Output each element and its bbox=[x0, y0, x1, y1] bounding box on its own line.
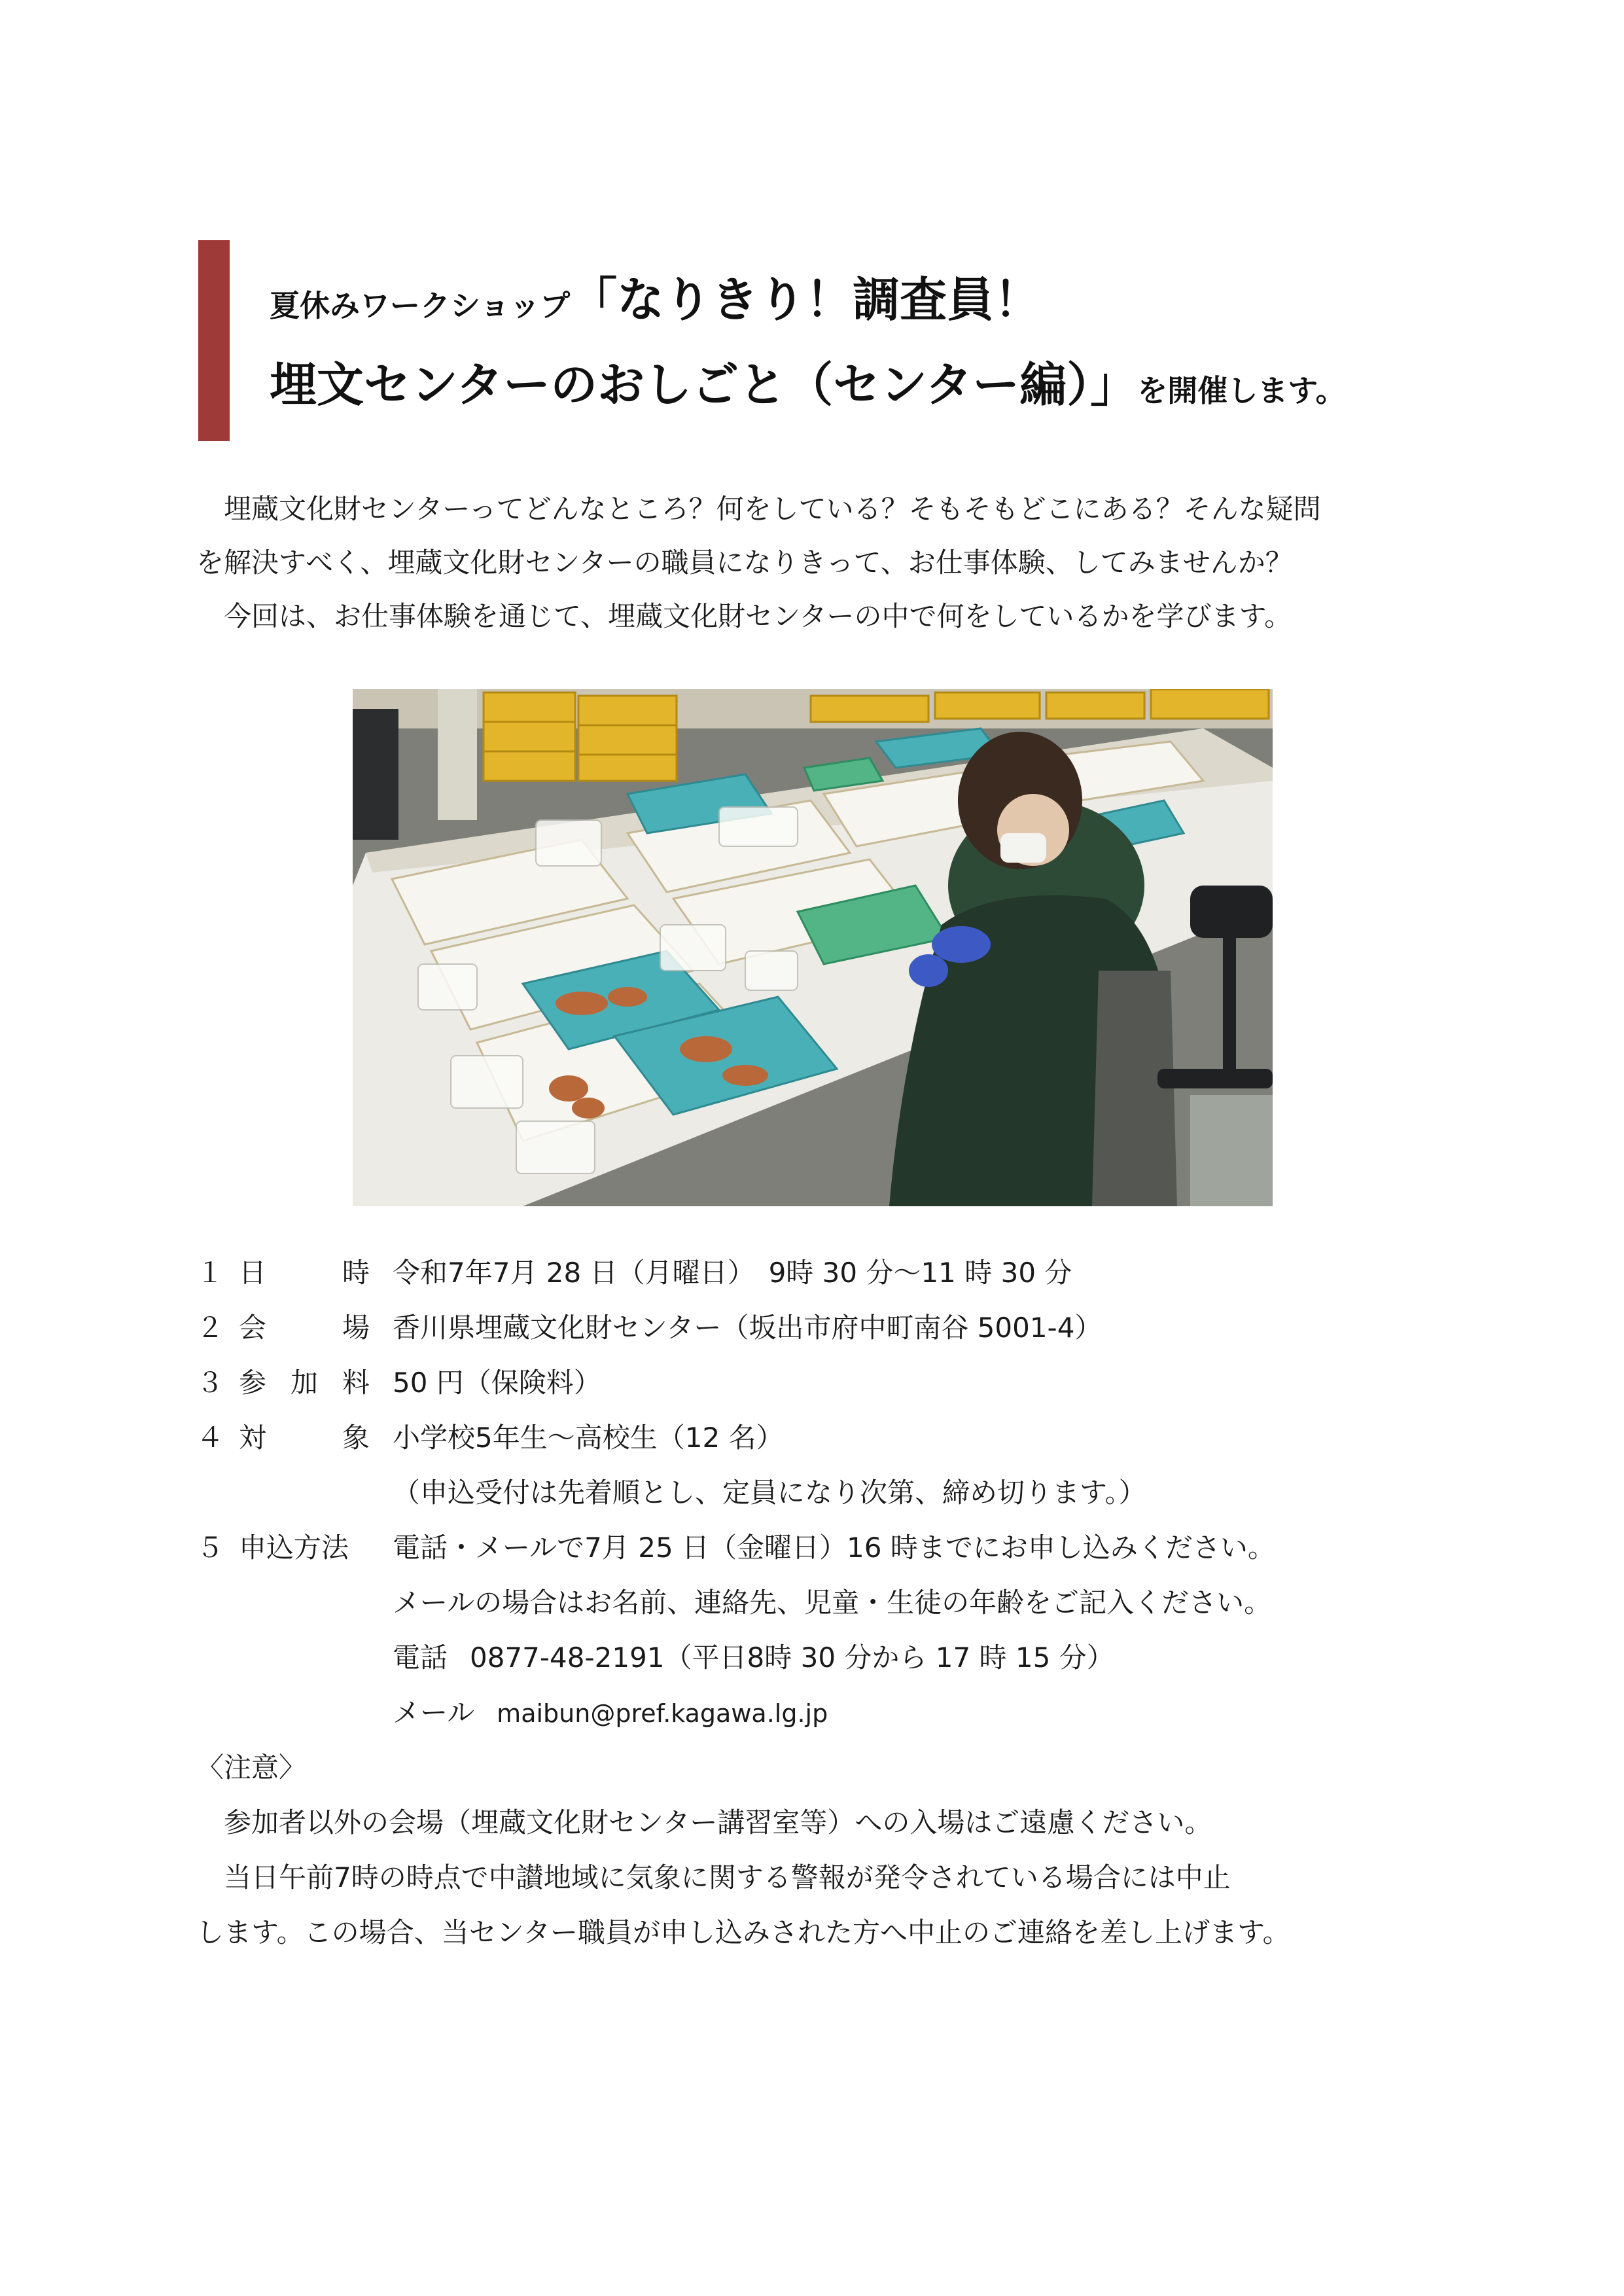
note-line: 参加者以外の会場（埋蔵文化財センター講習室等）への入場はご遠慮ください。 bbox=[196, 1806, 1212, 1839]
intro-line-1: 埋蔵文化財センターってどんなところ？何をしている？そもそもどこにある？そんな疑問 bbox=[196, 493, 1321, 525]
phone-number: 0877-48-2191（平日8時 30 分から 17 時 15 分） bbox=[470, 1641, 1114, 1674]
mail-address[interactable]: maibun@pref.kagawa.lg.jp bbox=[497, 1699, 828, 1728]
item-target-note: （申込受付は先着順とし、定員になり次第、締め切ります。） bbox=[393, 1477, 1146, 1509]
item-number: ５ bbox=[196, 1532, 224, 1564]
item-value: 電話・メールで7月 25 日（金曜日）16 時までにお申し込みください。 bbox=[393, 1532, 1275, 1564]
item-number: ４ bbox=[196, 1422, 224, 1454]
title-suffix: を開催します。 bbox=[1137, 373, 1346, 408]
workshop-photo bbox=[353, 689, 1273, 1206]
notes-heading: 〈注意〉 bbox=[196, 1751, 307, 1784]
item-value: 小学校5年生～高校生（12 名） bbox=[393, 1422, 784, 1454]
title-main-2: 埋文センターのおしごと（センター編）」 bbox=[270, 357, 1138, 412]
application-phone bbox=[393, 1636, 1114, 1676]
title-main-1: 「なりきり！調査員！ bbox=[570, 272, 1042, 327]
intro-line-3: 今回は、お仕事体験を通じて、埋蔵文化財センターの中で何をしているかを学びます。 bbox=[196, 600, 1292, 632]
mail-label: メール bbox=[393, 1696, 475, 1729]
intro-line-2: を解決すべく、埋蔵文化財センターの職員になりきって、お仕事体験、してみませんか？ bbox=[196, 547, 1293, 579]
phone-label: 電話 bbox=[393, 1641, 448, 1674]
application-mail bbox=[393, 1691, 828, 1731]
title-accent-bar bbox=[198, 240, 230, 441]
title-prefix: 夏休みワークショップ bbox=[270, 288, 571, 323]
item-number: ３ bbox=[196, 1367, 224, 1399]
title-line-2 bbox=[270, 347, 1346, 415]
note-line: 当日午前7時の時点で中讃地域に気象に関する警報が発令されている場合には中止 bbox=[196, 1861, 1231, 1893]
item-value: 50 円（保険料） bbox=[393, 1367, 601, 1399]
item-value: 令和7年7月 28 日（月曜日） 9時 30 分～11 時 30 分 bbox=[393, 1257, 1072, 1289]
item-label: 会 場 bbox=[239, 1312, 370, 1344]
item-number: １ bbox=[196, 1257, 224, 1289]
item-number: ２ bbox=[196, 1312, 224, 1344]
note-line: します。この場合、当センター職員が申し込みされた方へ中止のご連絡を差し上げます。 bbox=[196, 1916, 1290, 1948]
application-mail-note: メールの場合はお名前、連絡先、児童・生徒の年齢をご記入ください。 bbox=[393, 1587, 1272, 1619]
item-label: 参 加 料 bbox=[239, 1367, 370, 1399]
item-label: 対 象 bbox=[239, 1422, 370, 1454]
item-label: 日 時 bbox=[239, 1257, 370, 1289]
title-line-1 bbox=[270, 262, 1041, 330]
item-value: 香川県埋蔵文化財センター（坂出市府中町南谷 5001-4） bbox=[393, 1312, 1103, 1344]
item-label: 申込方法 bbox=[239, 1532, 349, 1564]
